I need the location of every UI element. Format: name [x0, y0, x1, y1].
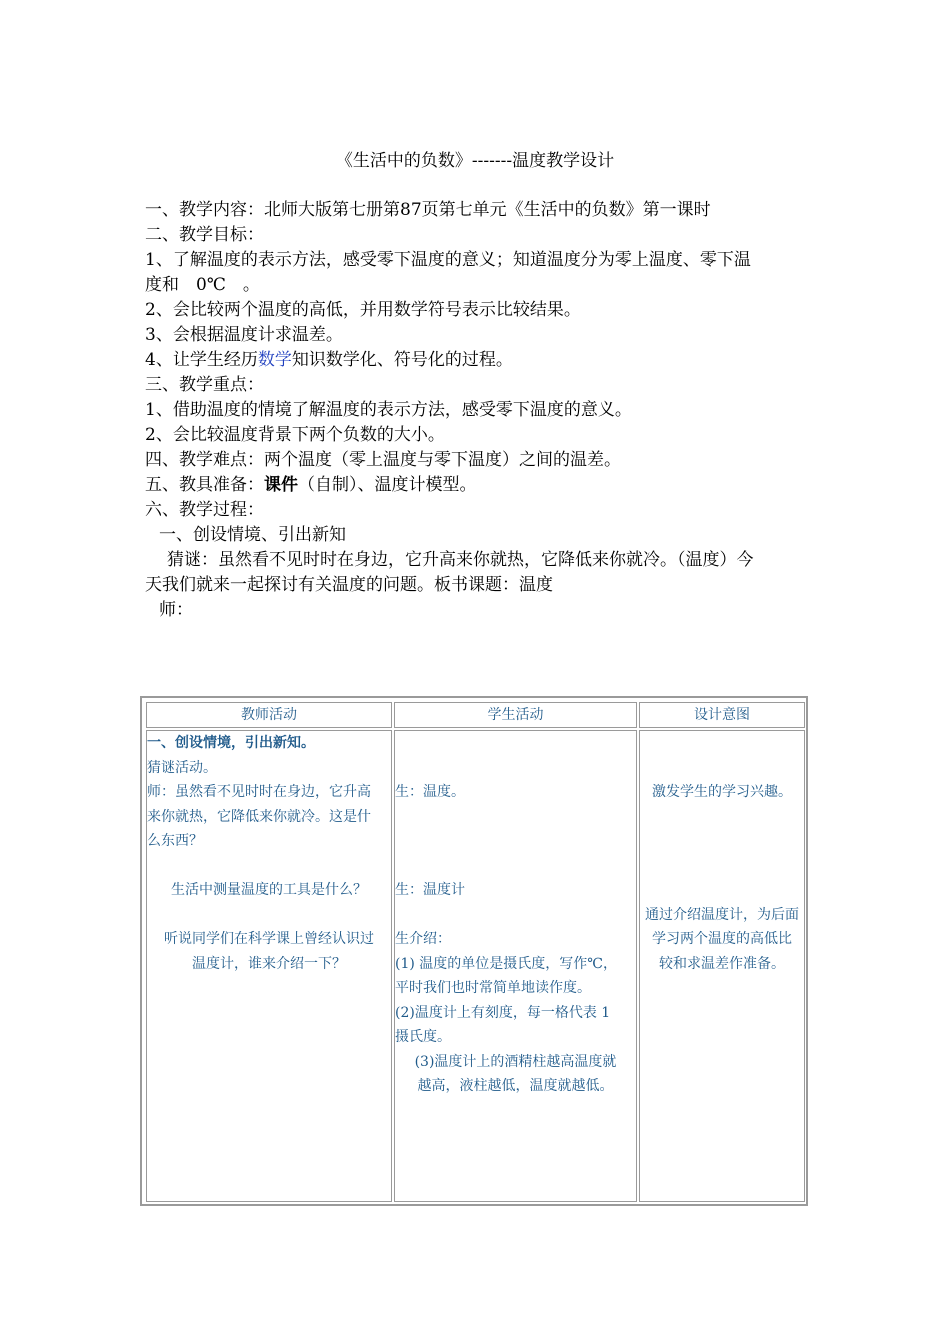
- student-line: (2)温度计上有刻度，每一格代表 1: [395, 1004, 611, 1021]
- activity-table: [140, 696, 808, 1206]
- design-intent-cell: [639, 730, 805, 1202]
- student-line: 越高，液柱越低，温度就越低。: [417, 1078, 614, 1094]
- student-line: 摄氏度。: [395, 1029, 451, 1045]
- header-teacher-activity: 教师活动: [146, 702, 392, 728]
- key-point-2: 2、会比较温度背景下两个负数的大小。: [145, 425, 445, 445]
- goal-4-post: 知识数学化、符号化的过程。: [291, 350, 513, 370]
- lesson-plan-body: [145, 198, 815, 623]
- goal-3: 3、会根据温度计求温差。: [145, 325, 343, 345]
- teacher-activity-cell: [146, 730, 392, 1202]
- math-link[interactable]: 数学: [257, 350, 292, 370]
- goal-1a: 1、了解温度的表示方法，感受零下温度的意义；知道温度分为零上温度、零下温: [145, 250, 751, 270]
- student-line: (1) 温度的单位是摄氏度，写作℃，: [395, 955, 617, 972]
- intent-line: 激发学生的学习兴趣。: [652, 784, 792, 800]
- tools-post: （自制）、温度计模型。: [298, 475, 477, 495]
- tools: [145, 473, 815, 498]
- step-1-heading: 一、创设情境、引出新知: [159, 525, 346, 545]
- teacher-line: 师：虽然看不见时时在身边，它升高: [147, 784, 371, 800]
- teaching-content: 一、教学内容：北师大版第七册第87页第七单元《生活中的负数》第一课时: [145, 200, 711, 220]
- teacher-label: 师：: [159, 600, 193, 620]
- document-title: 《生活中的负数》-------温度教学设计: [335, 151, 615, 171]
- goal-4: [145, 348, 815, 373]
- student-line: 生：温度。: [395, 784, 465, 800]
- teacher-section-heading: 一、创设情境，引出新知。: [147, 735, 315, 751]
- intent-line: 学习两个温度的高低比: [652, 931, 792, 947]
- goal-1b: 度和 0℃ 。: [145, 275, 260, 295]
- goal-2: 2、会比较两个温度的高低，并用数学符号表示比较结果。: [145, 300, 581, 320]
- teacher-line: 听说同学们在科学课上曾经认识过: [164, 931, 374, 947]
- goal-4-pre: 4、让学生经历: [145, 350, 258, 370]
- difficulty: 四、教学难点：两个温度（零上温度与零下温度）之间的温差。: [145, 450, 621, 470]
- intent-line: 通过介绍温度计，为后面: [645, 906, 799, 923]
- teacher-line: 么东西？: [147, 833, 203, 849]
- student-line: 平时我们也时常简单地读作度。: [395, 980, 591, 996]
- riddle-line-2: 天我们就来一起探讨有关温度的问题。板书课题：温度: [145, 575, 553, 595]
- student-line: (3)温度计上的酒精柱越高温度就: [414, 1053, 617, 1070]
- teacher-line: 猜谜活动。: [147, 759, 217, 776]
- teacher-line: 温度计，谁来介绍一下？: [192, 955, 346, 972]
- courseware-label: 课件: [264, 475, 298, 495]
- teacher-line: 来你就热，它降低来你就冷。这是什: [147, 808, 371, 825]
- process-heading: 六、教学过程：: [145, 500, 264, 520]
- student-line: 生介绍：: [395, 931, 451, 947]
- key-points-heading: 三、教学重点：: [145, 375, 264, 395]
- header-design-intent: 设计意图: [639, 702, 805, 728]
- key-point-1: 1、借助温度的情境了解温度的表示方法，感受零下温度的意义。: [145, 400, 632, 420]
- tools-pre: 五、教具准备：: [145, 475, 264, 495]
- student-activity-cell: [394, 730, 637, 1202]
- student-line: 生：温度计: [395, 882, 465, 898]
- goals-heading: 二、教学目标：: [145, 225, 264, 245]
- intent-line: 较和求温差作准备。: [659, 955, 785, 972]
- riddle-line-1: 猜谜：虽然看不见时时在身边，它升高来你就热，它降低来你就冷。（温度）今: [167, 550, 754, 570]
- teacher-line: 生活中测量温度的工具是什么？: [171, 882, 367, 898]
- header-student-activity: 学生活动: [394, 702, 637, 728]
